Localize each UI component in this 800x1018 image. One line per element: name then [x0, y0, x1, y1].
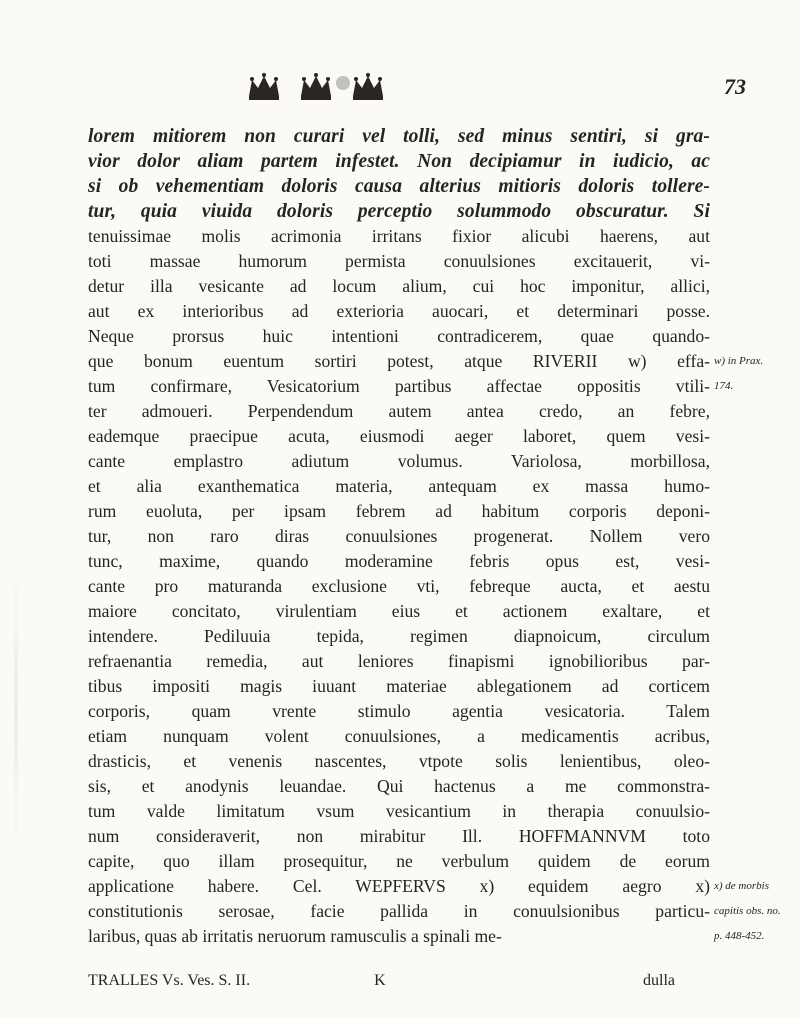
text-line: intendere. Pediluuia tepida, regimen diapnoicum, circulum	[88, 626, 710, 646]
text-line: sis, et anodynis leuandae. Qui hactenus a me commonstra-	[88, 776, 710, 796]
text-line: vior dolor aliam partem infestet. Non decipiamur in iudicio, ac	[88, 151, 710, 172]
text-line: rum euoluta, per ipsam febrem ad habitum corporis deponi-	[88, 501, 710, 521]
text-line: maiore concitato, virulentiam eius et actionem exaltare, et	[88, 601, 710, 621]
text-line: que bonum euentum sortiri potest, atque RIVERII w) effa-	[88, 351, 710, 371]
margin-note: x) de morbis	[714, 880, 769, 892]
text-line: etiam nunquam volent conuulsiones, a medicamentis acribus,	[88, 726, 710, 746]
text-line: constitutionis serosae, facie pallida in conuulsionibus particu-	[88, 901, 710, 921]
crown-ornament-icon	[350, 72, 386, 102]
header-ornaments	[0, 72, 800, 110]
text-line: tibus impositi magis iuuant materiae ablegationem ad corticem	[88, 676, 710, 696]
margin-note: capitis obs. no.	[714, 905, 781, 917]
catchword: dulla	[643, 972, 675, 989]
text-line: corporis, quam vrente stimulo agentia vesicatoria. Talem	[88, 701, 710, 721]
text-line: lorem mitiorem non curari vel tolli, sed minus sentiri, si gra-	[88, 126, 710, 147]
text-line: tur, non raro diras conuulsiones progenerat. Nollem vero	[88, 526, 710, 546]
crown-ornament-icon	[298, 72, 334, 102]
margin-note: w) in Prax.	[714, 355, 764, 367]
page-footer	[88, 972, 708, 996]
text-line: cante pro maturanda exclusione vti, febreque aucta, et aestu	[88, 576, 710, 596]
text-line: toti massae humorum permista conuulsiones excitauerit, vi-	[88, 251, 710, 271]
margin-note: 174.	[714, 380, 734, 392]
text-line: refraenantia remedia, aut leniores finapismi ignobilioribus par-	[88, 651, 710, 671]
text-line: tunc, maxime, quando moderamine febris opus est, vesi-	[88, 551, 710, 571]
text-line: ter admoueri. Perpendendum autem antea credo, an febre,	[88, 401, 710, 421]
text-line: tum confirmare, Vesicatorium partibus affectae oppositis vtili-	[88, 376, 710, 396]
text-line: si ob vehementiam doloris causa alterius mitioris doloris tollere-	[88, 176, 710, 197]
text-line: cante emplastro adiutum volumus. Variolosa, morbillosa,	[88, 451, 710, 471]
page-number: 73	[724, 74, 746, 99]
text-line: eademque praecipue acuta, eiusmodi aeger laboret, quem vesi-	[88, 426, 710, 446]
signature-mark: K	[374, 972, 386, 989]
text-line: aut ex interioribus ad exterioria auocari, et determinari posse.	[88, 301, 710, 321]
margin-note: p. 448-452.	[714, 930, 765, 942]
signature-text: TRALLES Vs. Ves. S. II.	[88, 972, 251, 989]
text-line: applicatione habere. Cel. WEPFERVS x) equidem aegro x)	[88, 876, 710, 896]
text-line: laribus, quas ab irritatis neruorum ramusculis a spinali me-	[88, 926, 502, 946]
ink-speck	[336, 76, 350, 90]
text-line: num consideraverit, non mirabitur Ill. HOFFMANNVM toto	[88, 826, 710, 846]
text-line: capite, quo illam prosequitur, ne verbulum quidem de eorum	[88, 851, 710, 871]
page-edge-shadow	[14, 560, 18, 860]
signature-line	[88, 972, 386, 990]
text-line: tum valde limitatum vsum vesicantium in therapia conuulsio-	[88, 801, 710, 821]
crown-ornament-icon	[246, 72, 282, 102]
text-line: drasticis, et venenis nascentes, vtpote solis lenientibus, oleo-	[88, 751, 710, 771]
text-line: et alia exanthematica materia, antequam ex massa humo-	[88, 476, 710, 496]
text-line: tur, quia viuida doloris perceptio solummodo obscuratur. Si	[88, 201, 710, 222]
text-line: tenuissimae molis acrimonia irritans fixior alicubi haerens, aut	[88, 226, 710, 246]
body-text	[88, 124, 710, 949]
text-line: Neque prorsus huic intentioni contradicerem, quae quando-	[88, 326, 710, 346]
text-line: detur illa vesicante ad locum alium, cui hoc imponitur, allici,	[88, 276, 710, 296]
margin-notes	[714, 0, 800, 1018]
